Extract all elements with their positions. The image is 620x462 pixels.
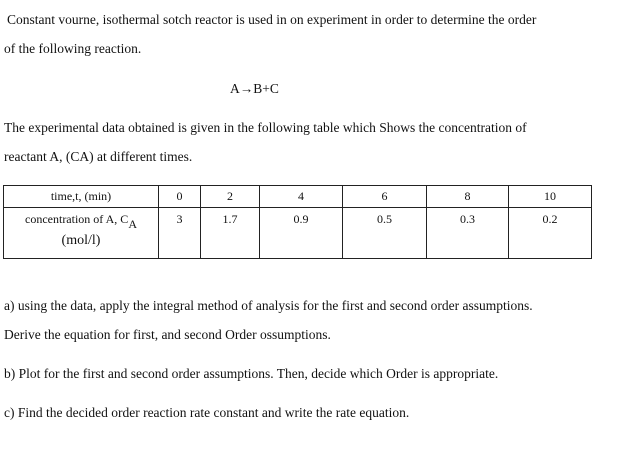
intro-line-2: of the following reaction. <box>4 41 142 56</box>
time-cell: 8 <box>427 186 509 208</box>
concentration-label-text: concentration of A, C <box>25 212 129 226</box>
concentration-cell: 3 <box>159 208 201 259</box>
time-label: time,t, (min) <box>4 186 159 208</box>
question-c: c) Find the decided order reaction rate constant and write the rate equation. <box>4 405 410 420</box>
data-table <box>3 185 592 259</box>
concentration-cell: 0.9 <box>260 208 343 259</box>
concentration-cell: 0.5 <box>343 208 427 259</box>
reaction-equation: A→B+C <box>230 81 279 96</box>
time-cell: 2 <box>201 186 260 208</box>
concentration-label <box>4 208 159 259</box>
time-cell: 10 <box>509 186 592 208</box>
description-line-1: The experimental data obtained is given in the following table which Shows the concentration of <box>4 120 527 135</box>
time-cell: 6 <box>343 186 427 208</box>
question-a-line-1: a) using the data, apply the integral method of analysis for the first and second order assumptions. <box>4 298 533 313</box>
time-row <box>4 186 592 208</box>
concentration-row <box>4 208 592 259</box>
concentration-cell: 1.7 <box>201 208 260 259</box>
question-b: b) Plot for the first and second order assumptions. Then, decide which Order is appropriate. <box>4 366 499 381</box>
description-line-2: reactant A, (CA) at different times. <box>4 149 193 164</box>
intro-line-1: Constant vourne, isothermal sotch reactor is used in on experiment in order to determine the order <box>7 12 537 27</box>
concentration-unit: (mol/l) <box>61 233 101 248</box>
concentration-cell: 0.3 <box>427 208 509 259</box>
question-a-line-2: Derive the equation for first, and second Order ossumptions. <box>4 327 331 342</box>
time-cell: 0 <box>159 186 201 208</box>
concentration-cell: 0.2 <box>509 208 592 259</box>
concentration-subscript: A <box>128 217 137 231</box>
time-cell: 4 <box>260 186 343 208</box>
